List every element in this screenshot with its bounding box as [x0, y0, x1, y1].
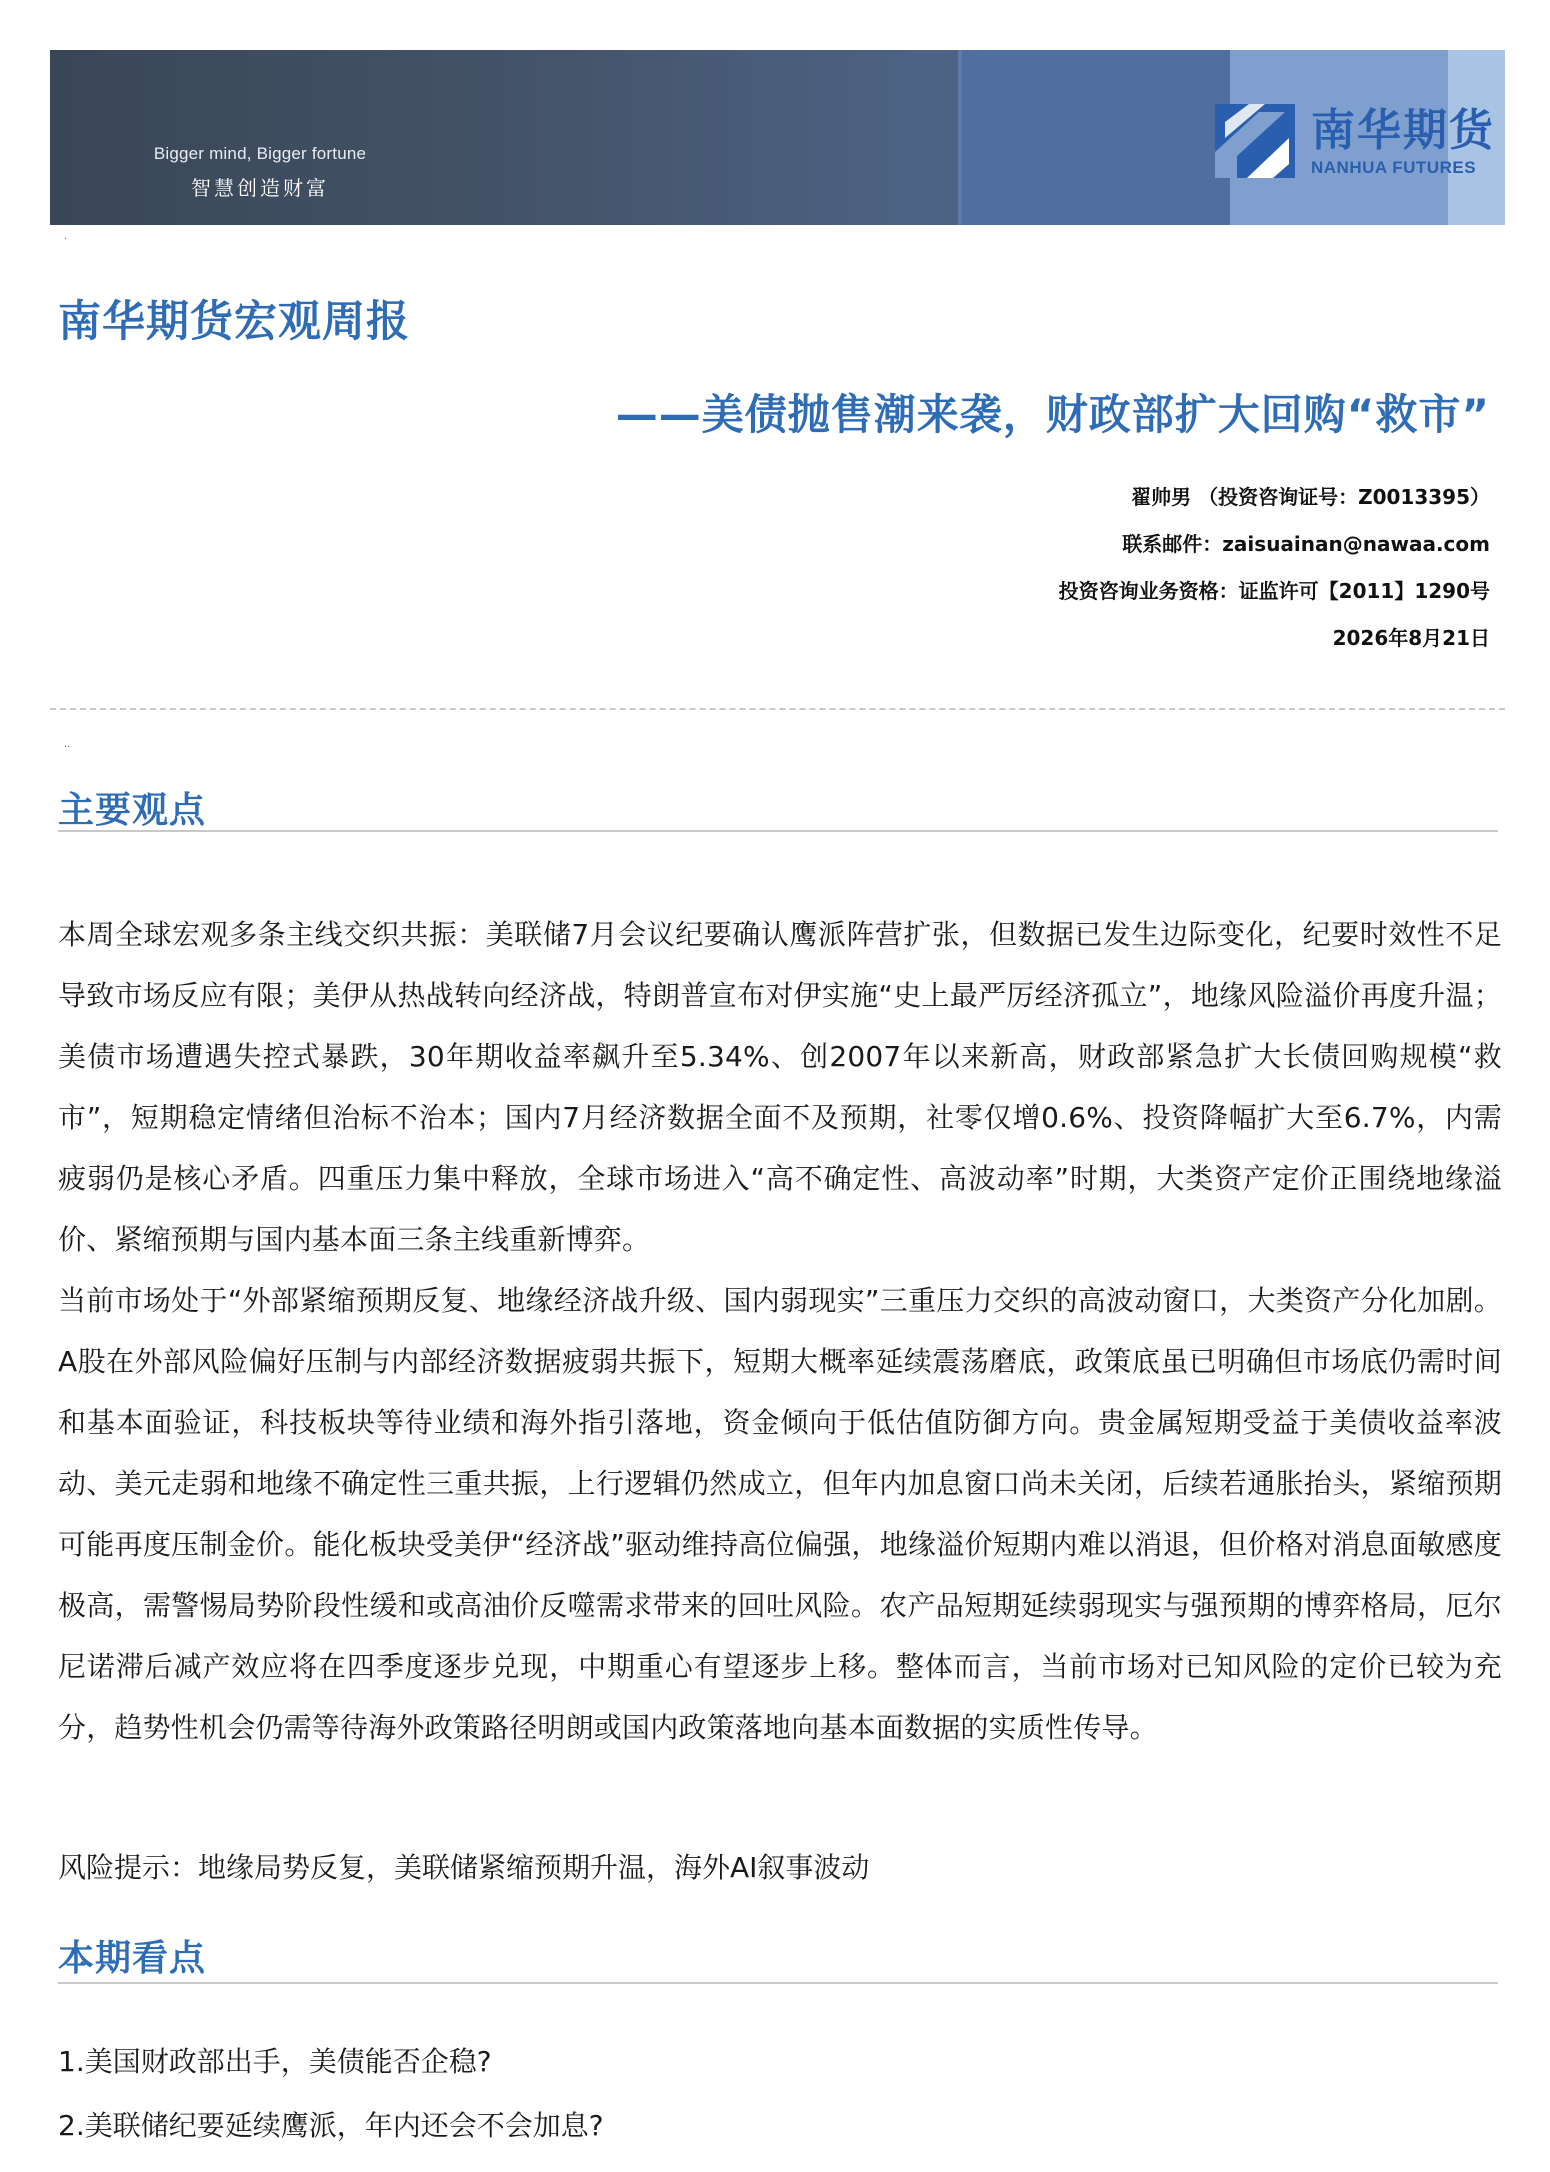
header-banner: [50, 50, 1505, 225]
logo-text-chinese: 南华期货: [1311, 105, 1495, 156]
logo-mark-icon: [1215, 104, 1295, 178]
banner-separator: [958, 50, 962, 225]
report-title: 南华期货宏观周报: [58, 297, 410, 347]
dashed-divider: [50, 708, 1505, 710]
author-license: 投资咨询业务资格：证监许可【2011】1290号: [1058, 579, 1490, 603]
stray-mark: ·: [64, 234, 68, 245]
list-item: 2.美联储纪要延续鹰派，年内还会不会加息?: [58, 2109, 604, 2142]
report-subtitle: ——美债抛售潮来袭，财政部扩大回购“救市”: [615, 390, 1490, 439]
risk-warning: 风险提示：地缘局势反复，美联储紧缩预期升温，海外AI叙事波动: [58, 1851, 870, 1884]
logo-text-english: NANHUA FUTURES: [1311, 158, 1477, 177]
author-name: 翟帅男 （投资咨询证号：Z0013395）: [1131, 485, 1490, 509]
section-rule: [58, 830, 1498, 832]
slogan-chinese: 智慧创造财富: [191, 176, 329, 200]
section-rule: [58, 1982, 1498, 1984]
stray-mark: ··: [64, 742, 71, 753]
section-heading-highlights: 本期看点: [58, 1938, 207, 1979]
paragraph: 当前市场处于“外部紧缩预期反复、地缘经济战升级、国内弱现实”三重压力交织的高波动窗口，大类资产分化加剧。A股在外部风险偏好压制与内部经济数据疲弱共振下，短期大概率延续震荡磨底，政策底虽已明确但市场底仍需时间和基本面验证，科技板块等待业绩和海外指引落地，资金倾向于低估值防御方向。贵金属短期受益于美债收益率波动、美元走弱和地缘不确定性三重共振，上行逻辑仍然成立，但年内加息窗口尚未关闭，后续若通胀抬头，紧缩预期可能再度压制金价。能化板块受美伊“经济战”驱动维持高位偏强，地缘溢价短期内难以消退，但价格对消息面敏感度极高，需警惕局势阶段性缓和或高油价反噬需求带来的回吐风险。农产品短期延续弱现实与强预期的博弈格局，厄尔尼诺滞后减产效应将在四季度逐步兑现，中期重心有望逐步上移。整体而言，当前市场对已知风险的定价已较为充分，趋势性机会仍需等待海外政策路径明朗或国内政策落地向基本面数据的实质性传导。: [58, 1284, 1502, 1744]
slogan-english: Bigger mind, Bigger fortune: [153, 144, 367, 163]
company-logo: [1215, 104, 1495, 178]
banner-band: [962, 50, 1230, 225]
list-item: 1.美国财政部出手，美债能否企稳?: [58, 2045, 492, 2078]
author-info: [1059, 474, 1490, 662]
section-heading-main-points: 主要观点: [58, 790, 207, 831]
main-points-body: [58, 904, 1502, 1758]
paragraph: 本周全球宏观多条主线交织共振：美联储7月会议纪要确认鹰派阵营扩张，但数据已发生边际变化，纪要时效性不足导致市场反应有限；美伊从热战转向经济战，特朗普宣布对伊实施“史上最严厉经济孤立”，地缘风险溢价再度升温；美债市场遭遇失控式暴跌，30年期收益率飙升至5.34%、创2007年以来新高，财政部紧急扩大长债回购规模“救市”，短期稳定情绪但治标不治本；国内7月经济数据全面不及预期，社零仅增0.6%、投资降幅扩大至6.7%，内需疲弱仍是核心矛盾。四重压力集中释放，全球市场进入“高不确定性、高波动率”时期，大类资产定价正围绕地缘溢价、紧缩预期与国内基本面三条主线重新博弈。: [58, 918, 1502, 1256]
report-date: 2026年8月21日: [1332, 626, 1490, 650]
highlights-list: [58, 2030, 604, 2158]
author-email: 联系邮件：zaisuainan@nawaa.com: [1122, 532, 1490, 556]
